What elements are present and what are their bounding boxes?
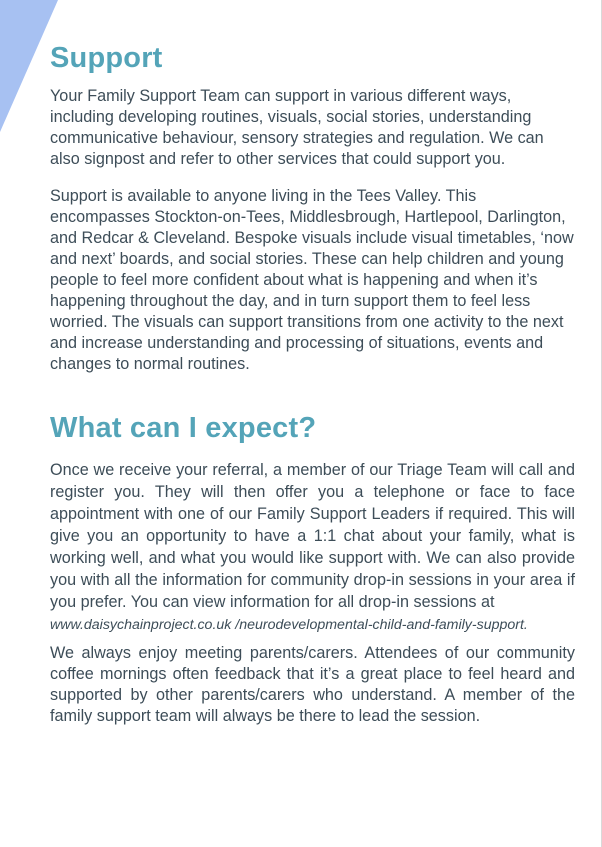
support-section-heading: Support <box>50 42 163 74</box>
expect-section-heading: What can I expect? <box>50 412 317 444</box>
support-paragraph-1: Your Family Support Team can support in various different ways, including developing routines, visuals, social stories, understanding communicative behaviour, sensory strategies and regulation. We can also signpost and refer to other services that could support you. <box>50 87 544 168</box>
expect-paragraph-2: We always enjoy meeting parents/carers. Attendees of our community coffee mornings often feedback that it’s a great place to feel heard and supported by other parents/carers who understand. A member of the family support team will always be there to lead the session. <box>50 644 575 725</box>
expect-paragraph-1: Once we receive your referral, a member of our Triage Team will call and register you. They will then offer you a telephone or face to face appointment with one of our Family Support Leaders if required. This will give you an opportunity to have a 1:1 chat about your family, what is working well, and what you would like support with. We can also provide you with all the information for community drop-in sessions in your area if you prefer. You can view information for all drop-in sessions at <box>50 461 575 611</box>
support-paragraph-2: Support is available to anyone living in the Tees Valley. This encompasses Stockton-on-Tees, Middlesbrough, Hartlepool, Darlington, and Redcar & Cleveland. Bespoke visuals include visual timetables, ‘now and next’ boards, and social stories. These can help children and young people to feel more confident about what is happening and when it’s happening throughout the day, and in turn support them to feel less worried. The visuals can support transitions from one activity to the next and increase understanding and processing of situations, events and changes to normal routines. <box>50 187 574 373</box>
drop-in-sessions-url-link[interactable]: www.daisychainproject.co.uk /neurodevelopmental-child-and-family-support. <box>50 617 528 633</box>
page-content <box>50 42 575 743</box>
